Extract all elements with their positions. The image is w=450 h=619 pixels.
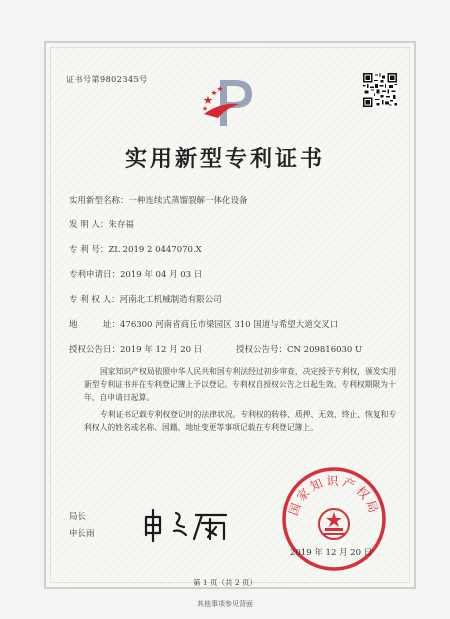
patent-number-row	[69, 243, 202, 255]
patentee-value: 河南北工机械制造有限公司	[119, 295, 222, 305]
utility-model-label: 实用新型名称：	[69, 196, 129, 206]
filing-date-label: 专利申请日：	[69, 270, 121, 280]
body-paragraph-1: 国家知识产权局依照中华人民共和国专利法经过初步审查，决定授予专利权，颁发实用新型专利证书并在专利登记簿上予以登记。专利权自授权公告之日起生效。专利权期限为十年，自申请日起算。	[84, 367, 397, 402]
seal-arc-text: 国家知识产权局	[286, 474, 382, 518]
grant-number-value: CN 209816030 U	[287, 345, 363, 355]
grant-date-value: 2019 年 12 月 20 日	[120, 345, 203, 355]
patent-number-value: ZL 2019 2 0447070.X	[108, 245, 202, 255]
seal-date: 2019 年 12 月 20 日	[290, 548, 373, 558]
inventor-label: 发 明 人：	[69, 220, 109, 230]
filing-date-value: 2019 年 04 月 03 日	[120, 270, 203, 280]
patent-office-logo	[200, 72, 260, 132]
address-row	[69, 318, 338, 330]
seal-emblem	[319, 509, 349, 539]
handwritten-signature	[140, 505, 240, 545]
certificate-number: 证书号第9802345号	[66, 75, 148, 84]
footer-note: 其他事项参见背面	[197, 600, 253, 608]
patentee-label: 专 利 权 人：	[69, 295, 120, 305]
grant-number-label: 授权公告号：	[236, 345, 288, 355]
address-value: 476300 河南省商丘市梁园区 310 国道与希望大道交叉口	[120, 320, 339, 330]
grant-date-label: 授权公告日：	[69, 345, 121, 355]
utility-model-value: 一种连续式蒸馏裂解一体化设备	[128, 196, 248, 206]
patentee-row	[69, 293, 222, 305]
address-label: 地 址：	[69, 320, 121, 330]
page-title: 实用新型专利证书	[124, 146, 325, 172]
page-number: 第 1 页（共 2 页）	[192, 578, 258, 587]
director-name-label: 申长雨	[69, 529, 95, 539]
inventor-row	[69, 218, 134, 230]
grant-date-row	[69, 343, 202, 355]
director-title-label: 局长	[69, 512, 87, 522]
qr-code	[363, 73, 397, 107]
body-paragraph-2: 专利证书记载专利权登记时的法律状况。专利权的转移、质押、无效、终止、恢复和专利权人的姓名或名称、国籍、地址变更等事项记载在专利登记簿上。	[84, 410, 397, 432]
logo-p-shape	[220, 80, 252, 126]
utility-model-row	[69, 194, 248, 206]
patent-number-label: 专 利 号：	[69, 245, 109, 255]
filing-date-row	[69, 268, 202, 280]
grant-number-row	[236, 343, 362, 355]
inventor-value: 朱存福	[108, 220, 134, 230]
